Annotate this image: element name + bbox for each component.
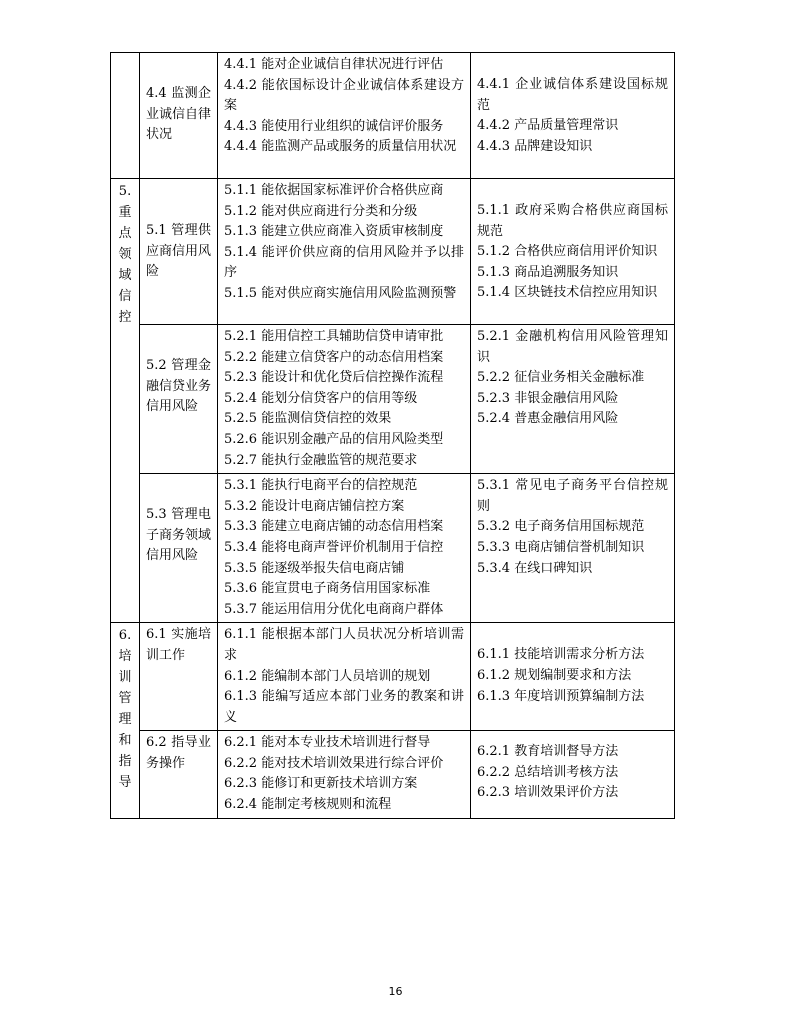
knowledge-item: 5.2.1 金融机构信用风险管理知识 xyxy=(477,329,668,365)
requirement-item: 5.2.3 能设计和优化贷后信控操作流程 xyxy=(224,370,444,386)
knowledge-item: 5.3.1 常见电子商务平台信控规则 xyxy=(477,478,668,514)
requirement-item: 5.3.5 能逐级举报失信电商店铺 xyxy=(224,560,405,576)
knowledge-item: 4.4.1 企业诚信体系建设国标规范 xyxy=(477,77,668,113)
unit-cell: 5.3 管理电子商务领域信用风险 xyxy=(140,474,218,623)
unit-cell: 5.1 管理供应商信用风险 xyxy=(140,179,218,325)
knowledge-item: 5.1.1 政府采购合格供应商国标规范 xyxy=(477,203,668,239)
page-number: 16 xyxy=(388,985,403,998)
knowledge-item: 5.1.3 商品追溯服务知识 xyxy=(477,264,619,280)
requirements-cell xyxy=(218,179,471,325)
knowledge-cell xyxy=(471,325,675,474)
domain-char: 控 xyxy=(118,310,132,325)
unit-cell: 5.2 管理金融信贷业务信用风险 xyxy=(140,325,218,474)
requirement-item: 6.1.3 能编写适应本部门业务的教案和讲义 xyxy=(224,689,464,725)
requirement-item: 5.1.2 能对供应商进行分类和分级 xyxy=(224,203,418,219)
knowledge-cell xyxy=(471,179,675,325)
requirement-item: 6.2.3 能修订和更新技术培训方案 xyxy=(224,776,418,792)
table-row xyxy=(111,53,675,179)
requirement-item: 5.3.3 能建立电商店铺的动态信用档案 xyxy=(224,519,444,535)
requirement-item: 5.2.1 能用信控工具辅助信贷申请审批 xyxy=(224,329,444,344)
domain-char: 指 xyxy=(118,754,132,770)
domain-char: 理 xyxy=(118,712,132,728)
domain-cell-6 xyxy=(111,623,140,818)
requirement-item: 5.1.4 能评价供应商的信用风险并予以排序 xyxy=(224,244,464,281)
knowledge-item: 5.2.2 征信业务相关金融标准 xyxy=(477,370,645,386)
knowledge-item: 5.3.4 在线口碑知识 xyxy=(477,560,593,576)
knowledge-item: 6.1.2 规划编制要求和方法 xyxy=(477,667,632,683)
requirement-item: 4.4.2 能依国标设计企业诚信体系建设方案 xyxy=(224,77,464,114)
unit-cell: 6.1 实施培训工作 xyxy=(140,623,218,731)
table-row xyxy=(111,623,675,731)
knowledge-cell xyxy=(471,53,675,179)
requirement-item: 5.2.5 能监测信贷信控的效果 xyxy=(224,411,392,427)
table-row xyxy=(111,474,675,623)
requirement-item: 4.4.4 能监测产品或服务的质量信用状况 xyxy=(224,139,457,155)
domain-char: 5. xyxy=(118,184,132,199)
domain-cell-4-continued xyxy=(111,53,140,179)
requirement-item: 6.1.2 能编制本部门人员培训的规划 xyxy=(224,668,431,684)
unit-cell: 6.2 指导业务操作 xyxy=(140,731,218,818)
requirements-cell xyxy=(218,53,471,179)
table-row xyxy=(111,731,675,818)
requirement-item: 5.3.4 能将电商声誉评价机制用于信控 xyxy=(224,539,444,555)
knowledge-cell xyxy=(471,731,675,818)
requirement-item: 5.1.3 能建立供应商准入资质审核制度 xyxy=(224,224,444,240)
requirement-item: 4.4.1 能对企业诚信自律状况进行评估 xyxy=(224,57,444,72)
table-row xyxy=(111,325,675,474)
requirement-item: 6.2.2 能对技术培训效果进行综合评价 xyxy=(224,755,444,771)
requirement-item: 4.4.3 能使用行业组织的诚信评价服务 xyxy=(224,118,444,134)
domain-char: 导 xyxy=(118,775,132,791)
requirement-item: 5.3.2 能设计电商店铺信控方案 xyxy=(224,498,405,514)
requirement-item: 5.3.7 能运用信用分优化电商商户群体 xyxy=(224,601,444,617)
knowledge-item: 6.1.3 年度培训预算编制方法 xyxy=(477,688,645,704)
requirement-item: 5.2.4 能划分信贷客户的信用等级 xyxy=(224,390,418,406)
requirements-cell xyxy=(218,731,471,818)
knowledge-cell xyxy=(471,474,675,623)
requirement-item: 5.1.1 能依据国家标准评价合格供应商 xyxy=(224,183,444,198)
competency-table xyxy=(110,52,675,819)
requirements-cell xyxy=(218,623,471,731)
knowledge-item: 5.1.2 合格供应商信用评价知识 xyxy=(477,244,658,260)
domain-char: 信 xyxy=(118,289,132,304)
domain-char: 重 xyxy=(118,205,132,220)
knowledge-cell xyxy=(471,623,675,731)
knowledge-item: 4.4.3 品牌建设知识 xyxy=(477,138,593,154)
knowledge-item: 6.1.1 技能培训需求分析方法 xyxy=(477,647,645,663)
requirement-item: 5.1.5 能对供应商实施信用风险监测预警 xyxy=(224,285,457,301)
domain-char: 和 xyxy=(118,733,132,749)
knowledge-item: 5.3.3 电商店铺信誉机制知识 xyxy=(477,539,645,555)
knowledge-item: 5.2.4 普惠金融信用风险 xyxy=(477,411,619,427)
requirement-item: 6.2.4 能制定考核规则和流程 xyxy=(224,797,392,813)
domain-char: 管 xyxy=(118,691,132,707)
knowledge-item: 5.3.2 电子商务信用国标规范 xyxy=(477,519,645,535)
domain-char: 域 xyxy=(118,268,132,283)
knowledge-item: 5.1.4 区块链技术信控应用知识 xyxy=(477,285,658,301)
domain-char: 领 xyxy=(118,247,132,262)
requirement-item: 6.2.1 能对本专业技术培训进行督导 xyxy=(224,735,431,751)
table-row xyxy=(111,179,675,325)
knowledge-item: 5.2.3 非银金融信用风险 xyxy=(477,390,619,406)
domain-char: 6. xyxy=(118,628,132,644)
requirement-item: 6.1.1 能根据本部门人员状况分析培训需求 xyxy=(224,627,464,663)
requirements-cell xyxy=(218,325,471,474)
requirement-item: 5.2.7 能执行金融监管的规范要求 xyxy=(224,452,418,468)
domain-char: 训 xyxy=(118,670,132,686)
requirement-item: 5.3.6 能宣贯电子商务信用国家标准 xyxy=(224,581,431,597)
requirement-item: 5.2.6 能识别金融产品的信用风险类型 xyxy=(224,431,444,447)
requirement-item: 5.2.2 能建立信贷客户的动态信用档案 xyxy=(224,349,444,365)
knowledge-item: 6.2.1 教育培训督导方法 xyxy=(477,744,619,760)
knowledge-item: 6.2.2 总结培训考核方法 xyxy=(477,764,619,780)
domain-char: 培 xyxy=(118,649,132,665)
domain-cell-5 xyxy=(111,179,140,623)
knowledge-item: 6.2.3 培训效果评价方法 xyxy=(477,785,619,801)
knowledge-item: 4.4.2 产品质量管理常识 xyxy=(477,118,619,134)
requirement-item: 5.3.1 能执行电商平台的信控规范 xyxy=(224,478,418,494)
domain-char: 点 xyxy=(118,226,132,241)
unit-cell: 4.4 监测企业诚信自律状况 xyxy=(140,53,218,179)
requirements-cell xyxy=(218,474,471,623)
